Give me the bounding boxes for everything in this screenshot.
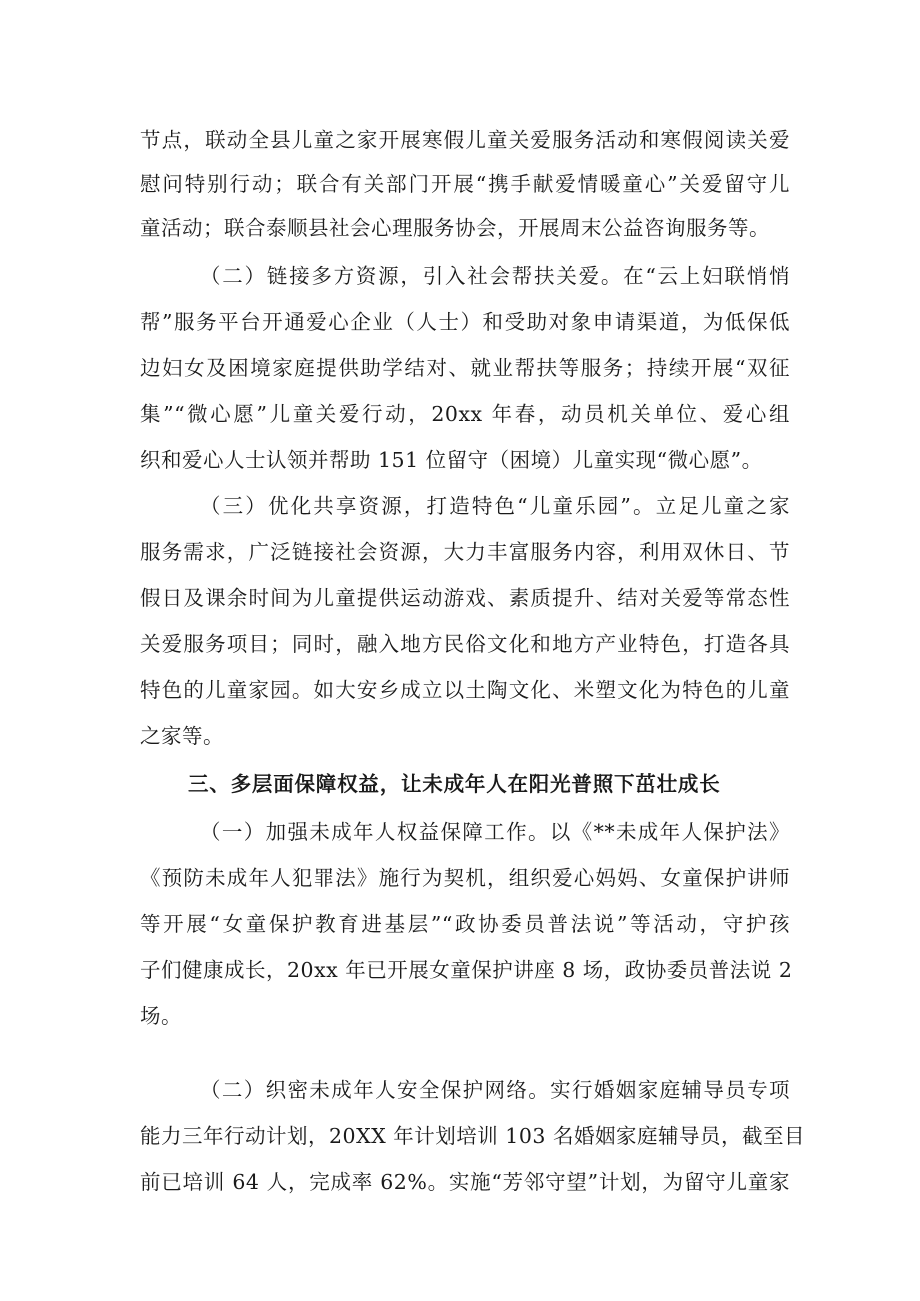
text-line: 童活动；联合泰顺县社会心理服务协会，开展周末公益咨询服务等。 xyxy=(140,216,770,240)
text-line: 能力三年行动计划，20XX 年计划培训 103 名婚姻家庭辅导员，截至目 xyxy=(140,1124,805,1148)
text-line: 织和爱心人士认领并帮助 151 位留守（困境）儿童实现“微心愿”。 xyxy=(140,448,763,472)
paragraph-first-line: （二）链接多方资源，引入社会帮扶关爱。在“云上妇联悄悄 xyxy=(200,264,790,288)
text-line: 关爱服务项目；同时，融入地方民俗文化和地方产业特色，打造各具 xyxy=(140,632,790,656)
paragraph-first-line: （二）织密未成年人安全保护网络。实行婚姻家庭辅导员专项 xyxy=(200,1078,790,1102)
text-line: 前已培训 64 人，完成率 62%。实施“芳邻守望”计划，为留守儿童家 xyxy=(140,1170,790,1194)
text-line: 场。 xyxy=(140,1004,182,1028)
text-line: 边妇女及困境家庭提供助学结对、就业帮扶等服务；持续开展“双征 xyxy=(140,356,790,380)
text-line: 特色的儿童家园。如大安乡成立以土陶文化、米塑文化为特色的儿童 xyxy=(140,678,790,702)
text-line: 节点，联动全县儿童之家开展寒假儿童关爱服务活动和寒假阅读关爱 xyxy=(140,128,790,152)
text-line: 假日及课余时间为儿童提供运动游戏、素质提升、结对关爱等常态性 xyxy=(140,586,790,610)
paragraph-first-line: （三）优化共享资源，打造特色“儿童乐园”。立足儿童之家 xyxy=(200,494,790,518)
text-line: 帮”服务平台开通爱心企业（人士）和受助对象申请渠道，为低保低 xyxy=(140,310,790,334)
text-line: 子们健康成长，20xx 年已开展女童保护讲座 8 场，政协委员普法说 2 xyxy=(140,958,793,982)
paragraph-first-line: （一）加强未成年人权益保障工作。以《**未成年人保护法》 xyxy=(200,820,790,844)
text-line: 慰问特别行动；联合有关部门开展“携手献爱情暖童心”关爱留守儿 xyxy=(140,172,790,196)
text-line: 之家等。 xyxy=(140,724,224,748)
text-line: 《预防未成年人犯罪法》施行为契机，组织爱心妈妈、女童保护讲师 xyxy=(140,866,790,890)
text-line: 等开展“女童保护教育进基层”“政协委员普法说”等活动，守护孩 xyxy=(140,912,790,936)
text-line: 服务需求，广泛链接社会资源，大力丰富服务内容，利用双休日、节 xyxy=(140,540,790,564)
text-line: 集”“微心愿”儿童关爱行动，20xx 年春，动员机关单位、爱心组 xyxy=(140,402,790,426)
section-heading: 三、多层面保障权益，让未成年人在阳光普照下茁壮成长 xyxy=(188,772,721,796)
